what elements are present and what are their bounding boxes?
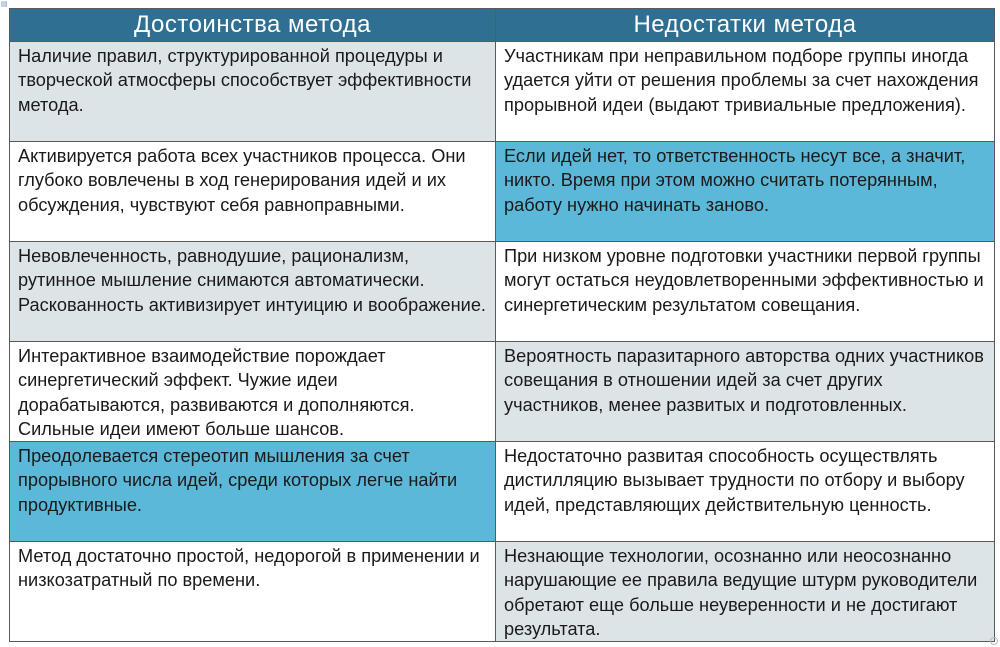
header-disadvantages: Недостатки метода xyxy=(496,9,995,42)
header-advantages: Достоинства метода xyxy=(10,9,496,42)
disadvantage-cell: Участникам при неправильном подборе группы иногда удается уйти от решения проблемы за счет нахождения прорывной идеи (выдают тривиальные предложения). xyxy=(496,42,995,142)
table-row xyxy=(10,42,995,142)
table-header-row xyxy=(10,9,995,42)
disadvantage-cell: Если идей нет, то ответственность несут все, а значит, никто. Время при этом можно считать потерянным, работу нужно начинать заново. xyxy=(496,142,995,242)
table-row xyxy=(10,242,995,342)
disadvantage-cell: Недостаточно развитая способность осуществлять дистилляцию вызывает трудности по отбору и выбору идей, представляющих действительную ценность. xyxy=(496,442,995,542)
advantage-cell: Невовлеченность, равнодушие, рационализм, рутинное мышление снимаются автоматически. Раскованность активизирует интуицию и воображение. xyxy=(10,242,496,342)
image-placeholder-icon: ▤ xyxy=(1,1,8,8)
table-row xyxy=(10,542,995,642)
advantage-cell: Интерактивное взаимодействие порождает синергетический эффект. Чужие идеи дорабатываются, развиваются и дополняются. Сильные идеи имеют больше шансов. xyxy=(10,342,496,442)
comparison-table-container xyxy=(9,8,994,640)
table-row xyxy=(10,342,995,442)
advantage-cell: Активируется работа всех участников процесса. Они глубоко вовлечены в ход генерирования идей и их обсуждения, чувствуют себя равноправными. xyxy=(10,142,496,242)
disadvantage-cell: Незнающие технологии, осознанно или неосознанно нарушающие ее правила ведущие штурм руководители обретают еще больше неуверенности и не достигают результата. xyxy=(496,542,995,642)
disadvantage-cell: Вероятность паразитарного авторства одних участников совещания в отношении идей за счет других участников, менее развитых и подготовленных. xyxy=(496,342,995,442)
disadvantage-cell: При низком уровне подготовки участники первой группы могут остаться неудовлетворенными эффективностью и синергетическим результатом совещания. xyxy=(496,242,995,342)
table-row xyxy=(10,442,995,542)
table-row xyxy=(10,142,995,242)
corner-circle-icon xyxy=(990,637,998,645)
advantage-cell: Метод достаточно простой, недорогой в применении и низкозатратный по времени. xyxy=(10,542,496,642)
advantage-cell: Преодолевается стереотип мышления за счет прорывного числа идей, среди которых легче найти продуктивные. xyxy=(10,442,496,542)
comparison-table xyxy=(9,8,995,642)
advantage-cell: Наличие правил, структурированной процедуры и творческой атмосферы способствует эффективности метода. xyxy=(10,42,496,142)
